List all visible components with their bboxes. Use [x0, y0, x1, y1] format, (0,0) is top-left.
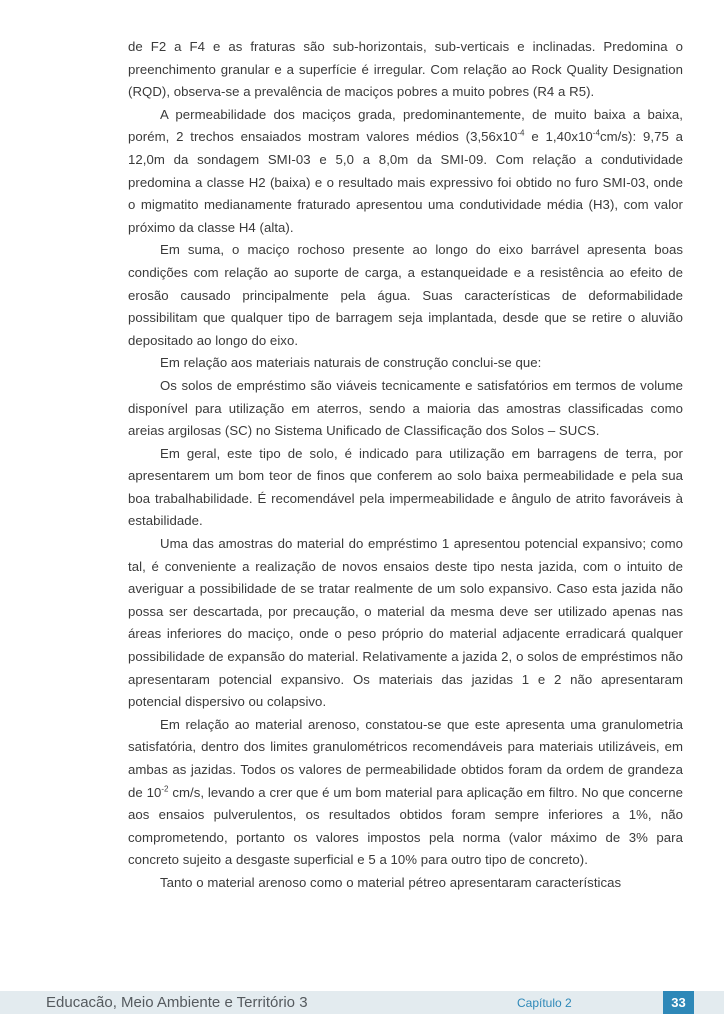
exponent: -4 — [517, 128, 525, 138]
paragraph-rock-fractures: de F2 a F4 e as fraturas são sub-horizontais, sub-verticais e inclinadas. Predomina o preenchimento granular e a superfície é irregular. Com relação ao Rock Quality Designation (RQD), observa-se a prevalência de maciços pobres a muito pobres (R4 a R5). — [128, 39, 683, 100]
paragraph-permeability-text: cm/s): 9,75 a 12,0m da sondagem SMI-03 e 5,0 a 8,0m da SMI-09. Com relação a condutividade predomina a classe H2 (baixa) e o resultado mais expressivo foi obtido no furo SMI-03, onde o migmatito medianamente fraturado apresentou uma condutividade média (H3), com valor próximo da classe H4 (alta). — [128, 129, 683, 235]
paragraph-borrow-soils: Os solos de empréstimo são viáveis tecnicamente e satisfatórios em termos de volume disponível para utilização em aterros, sendo a maioria das amostras classificadas como areias argilosas (SC) no Sistema Unificado de Classificação dos Solos – SUCS. — [128, 377, 683, 439]
paragraph-sand-text: cm/s, levando a crer que é um bom material para aplicação em filtro. No que concerne aos ensaios pulverulentos, os resultados obtidos foram sempre inferiores a 1%, não comprometendo, portanto os valores impostos pela norma (valor máximo de 3% para concreto sujeito a desgaste superficial e 5 a 10% para outro tipo de concreto). — [128, 784, 683, 868]
paragraph-materials-intro: Em relação aos materiais naturais de construção conclui-se que: — [160, 355, 542, 371]
footer-book-title: Educacão, Meio Ambiente e Território 3 — [46, 994, 308, 1011]
paragraph-expansive-sample: Uma das amostras do material do empréstimo 1 apresentou potencial expansivo; como tal, é conveniente a realização de novos ensaios deste tipo nesta jazida, com o intuito de averiguar a possibilidade de se tratar realmente de um solo expansivo. Caso esta jazida não possa ser descartada, por precaução, o material da mesma deve ser utilizado apenas nas áreas inferiores do maciço, onde o peso próprio do material adjacente erradicará qualquer possibilidade de expansão do material. Relativamente a jazida 2, o solos de empréstimos não apresentaram potencial expansivo. Os materiais das jazidas 1 e 2 não apresentaram potencial dispersivo ou colapsivo. — [128, 536, 683, 710]
paragraph-sand-material — [128, 714, 683, 872]
page-body — [128, 36, 683, 895]
paragraph-permeability-text: A permeabilidade dos maciços grada, predominantemente, de muito baixa a baixa, porém, 2 trechos ensaiados mostram valores médios (3,56x10 — [128, 106, 683, 145]
paragraph-soil-type: Em geral, este tipo de solo, é indicado para utilização em barragens de terra, por apresentarem um bom teor de finos que conferem ao solo baixa permeabilidade e pela sua boa trabalhabilidade. É recomendável pela impermeabilidade e ângulo de atrito favoráveis à estabilidade. — [128, 445, 683, 529]
paragraph-summary: Em suma, o maciço rochoso presente ao longo do eixo barrável apresenta boas condições com relação ao suporte de carga, a estanqueidade e a resistência ao efeito de erosão causado principalmente pela água. Suas características de deformabilidade possibilitam que qualquer tipo de barragem seja implantada, desde que se retire o aluvião depositado ao longo do eixo. — [128, 242, 683, 348]
paragraph-sand-text: Em relação ao material arenoso, constatou-se que este apresenta uma granulometria satisfatória, dentro dos limites granulométricos recomendáveis para materiais utilizáveis, em ambas as jazidas. Todos os valores de permeabilidade obtidos foram da ordem de grandeza de 10 — [128, 716, 683, 800]
exponent: -4 — [592, 128, 600, 138]
exponent: -2 — [161, 784, 169, 794]
paragraph-permeability — [128, 104, 683, 240]
paragraph-permeability-text: e 1,40x10 — [524, 129, 593, 145]
footer-chapter-label: Capítulo 2 — [517, 996, 572, 1010]
paragraph-sand-and-stone: Tanto o material arenoso como o material pétreo apresentaram características — [160, 874, 622, 890]
page-footer — [0, 991, 724, 1014]
footer-page-number: 33 — [663, 991, 694, 1014]
